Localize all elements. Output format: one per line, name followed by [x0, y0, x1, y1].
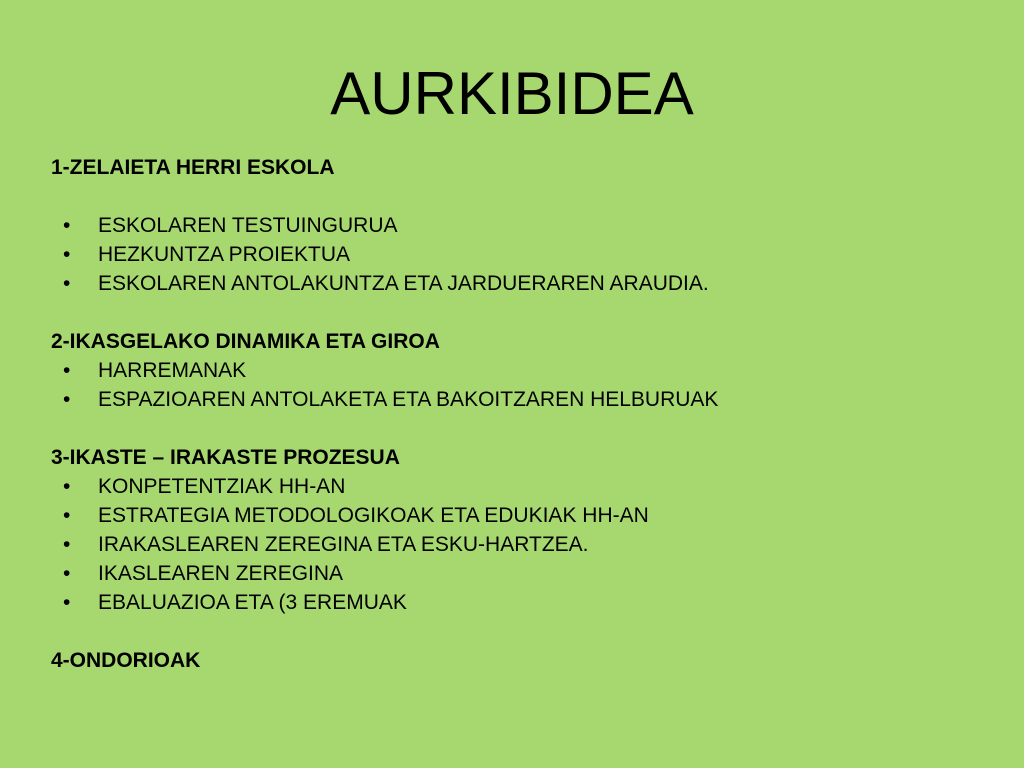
list-item: [51, 269, 991, 298]
section-heading: 1-ZELAIETA HERRI ESKOLA: [51, 156, 335, 179]
bullet-icon: •: [63, 272, 71, 295]
list-item: [51, 501, 991, 530]
spacer: [51, 414, 991, 443]
section-3: [51, 443, 991, 617]
list-item: [51, 530, 991, 559]
spacer: [51, 182, 991, 211]
list-item: [51, 356, 991, 385]
section-4: [51, 646, 991, 675]
section-heading: 3-IKASTE – IRAKASTE PROZESUA: [51, 446, 400, 469]
list-item-label: ESPAZIOAREN ANTOLAKETA ETA BAKOITZAREN HELBURUAK: [98, 388, 719, 411]
list-item-label: ESTRATEGIA METODOLOGIKOAK ETA EDUKIAK HH-AN: [98, 504, 649, 527]
bullet-icon: •: [63, 562, 71, 585]
section-heading: 4-ONDORIOAK: [51, 649, 201, 672]
table-of-contents: [51, 153, 991, 675]
spacer: [51, 298, 991, 327]
list-item-label: HEZKUNTZA PROIEKTUA: [98, 243, 351, 266]
list-item: [51, 240, 991, 269]
list-item: [51, 472, 991, 501]
spacer: [51, 617, 991, 646]
bullet-icon: •: [63, 475, 71, 498]
list-item-label: ESKOLAREN TESTUINGURUA: [98, 214, 398, 237]
list-item: [51, 588, 991, 617]
list-item-label: EBALUAZIOA ETA (3 EREMUAK: [98, 591, 407, 614]
section-1: [51, 153, 991, 298]
bullet-icon: •: [63, 359, 71, 382]
section-heading: 2-IKASGELAKO DINAMIKA ETA GIROA: [51, 330, 440, 353]
section-items: [51, 472, 991, 617]
bullet-icon: •: [63, 388, 71, 411]
slide-title: AURKIBIDEA: [330, 60, 694, 127]
section-items: [51, 356, 991, 414]
bullet-icon: •: [63, 591, 71, 614]
list-item: [51, 211, 991, 240]
bullet-icon: •: [63, 214, 71, 237]
list-item-label: HARREMANAK: [98, 359, 247, 382]
bullet-icon: •: [63, 504, 71, 527]
list-item: [51, 559, 991, 588]
list-item-label: IRAKASLEAREN ZEREGINA ETA ESKU-HARTZEA.: [98, 533, 589, 556]
section-items: [51, 211, 991, 298]
list-item: [51, 385, 991, 414]
section-2: [51, 327, 991, 414]
list-item-label: KONPETENTZIAK HH-AN: [98, 475, 346, 498]
list-item-label: ESKOLAREN ANTOLAKUNTZA ETA JARDUERAREN ARAUDIA.: [98, 272, 709, 295]
list-item-label: IKASLEAREN ZEREGINA: [98, 562, 344, 585]
bullet-icon: •: [63, 533, 71, 556]
bullet-icon: •: [63, 243, 71, 266]
